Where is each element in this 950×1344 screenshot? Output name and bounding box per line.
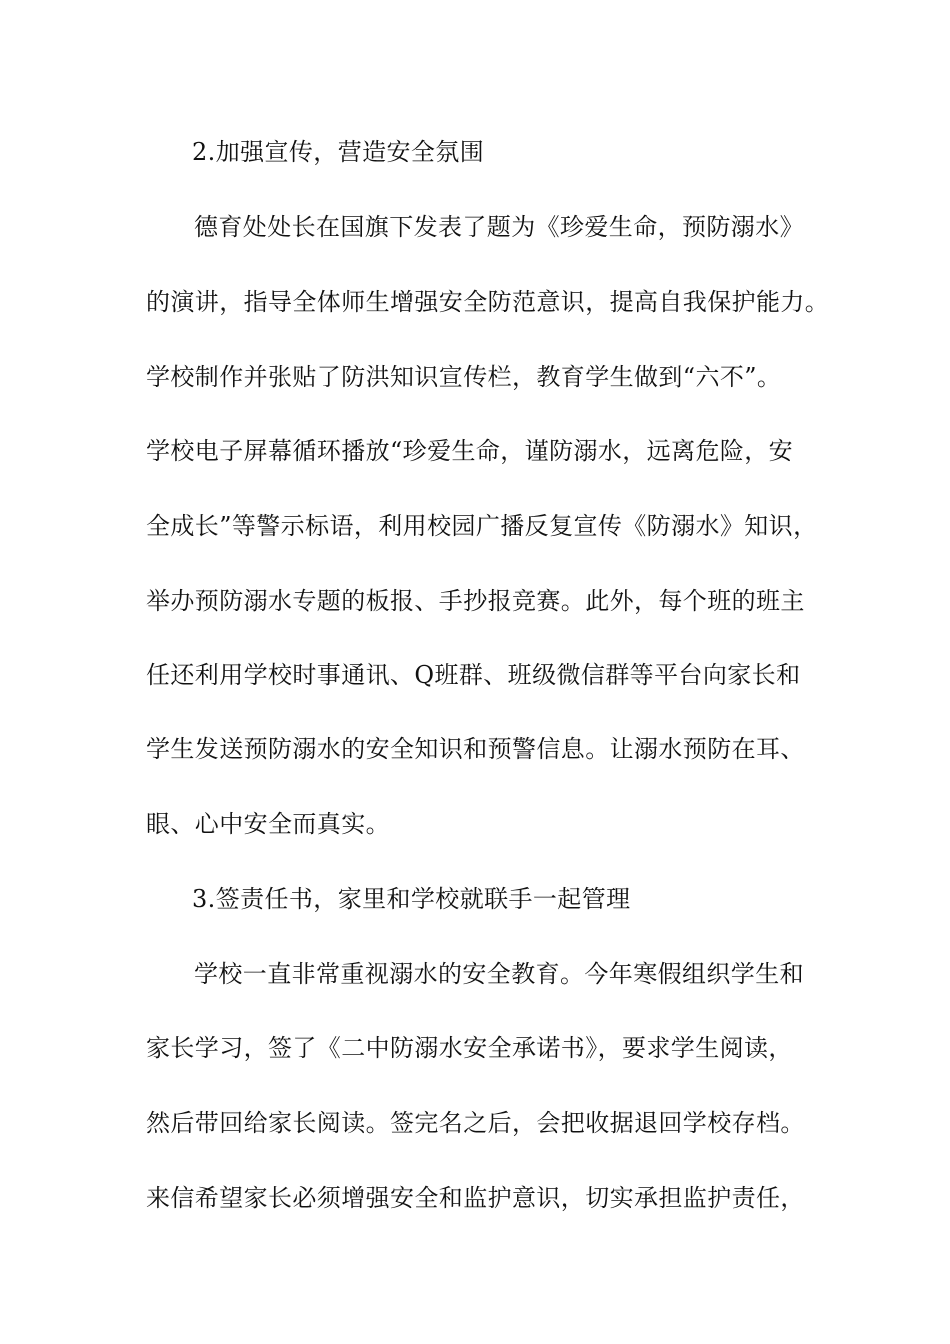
section-heading-2: 2.加强宣传，营造安全氛围 [192, 138, 485, 166]
paragraph-line: 举办预防溺水专题的板报、手抄报竞赛。此外，每个班的班主 [146, 587, 805, 615]
paragraph-line: 家长学习，签了《二中防溺水安全承诺书》，要求学生阅读， [146, 1034, 793, 1062]
section-heading-3: 3.签责任书，家里和学校就联手一起管理 [192, 885, 631, 913]
paragraph-line: 德育处处长在国旗下发表了题为《珍爱生命，预防溺水》 [194, 213, 804, 241]
paragraph-line: 眼、心中安全而真实。 [146, 810, 390, 838]
paragraph-line: 来信希望家长必须增强安全和监护意识，切实承担监护责任， [146, 1184, 805, 1212]
paragraph-line: 的演讲，指导全体师生增强安全防范意识，提高自我保护能力。 [146, 288, 830, 316]
paragraph-line: 学校电子屏幕循环播放“珍爱生命，谨防溺水，远离危险，安 [146, 437, 794, 465]
paragraph-line: 全成长”等警示标语，利用校园广播反复宣传《防溺水》知识， [146, 512, 818, 540]
paragraph-line: 学校一直非常重视溺水的安全教育。今年寒假组织学生和 [194, 960, 804, 988]
paragraph-line: 学校制作并张贴了防洪知识宣传栏，教育学生做到“六不”。 [146, 363, 782, 391]
paragraph-line: 任还利用学校时事通讯、Q班群、班级微信群等平台向家长和 [146, 661, 801, 689]
paragraph-line: 然后带回给家长阅读。签完名之后，会把收据退回学校存档。 [146, 1109, 805, 1137]
paragraph-line: 学生发送预防溺水的安全知识和预警信息。让溺水预防在耳、 [146, 735, 805, 763]
